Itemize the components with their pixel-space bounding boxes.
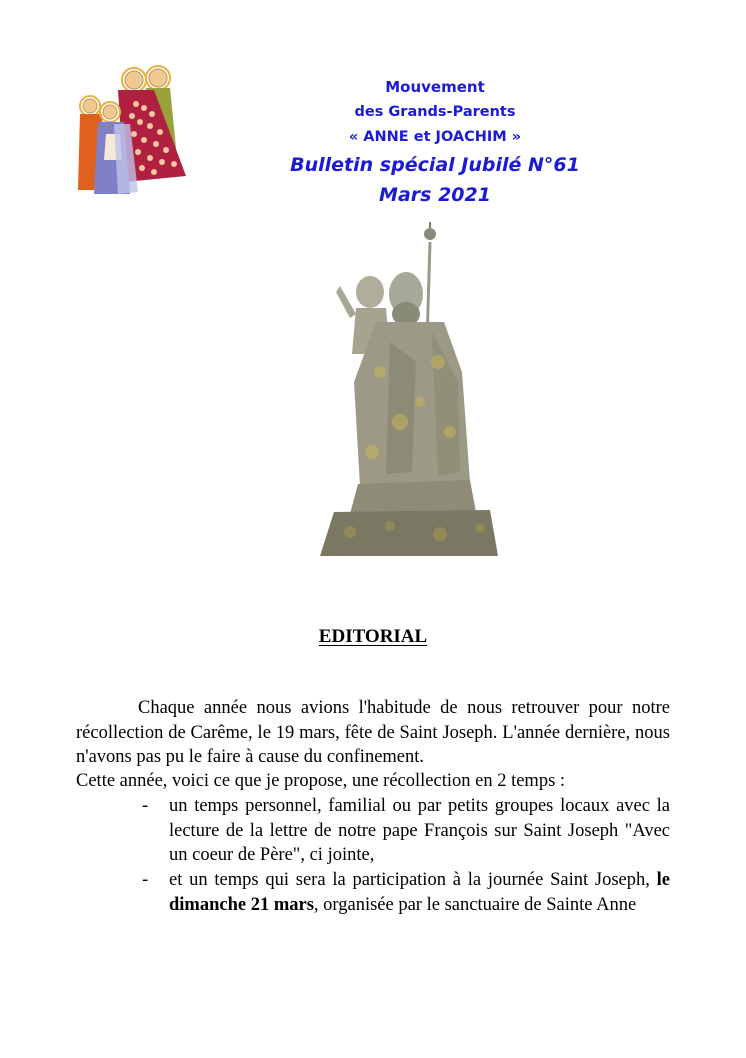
- editorial-paragraph-2: Cette année, voici ce que je propose, une récollection en 2 temps :: [76, 771, 566, 791]
- list-bullet: -: [142, 870, 149, 890]
- statue-photo: [320, 222, 498, 556]
- list-bullet: -: [142, 796, 149, 816]
- header-date: Mars 2021: [379, 184, 491, 206]
- logo-illustration: [74, 64, 196, 200]
- list-item-text: [169, 868, 670, 917]
- list-item-text-end: , organisée par le sanctuaire de Sainte Anne: [313, 894, 637, 915]
- header-movement: Mouvement: [385, 78, 485, 96]
- list-item-text-start: et un temps qui sera la participation à la journée Saint Joseph,: [169, 870, 657, 890]
- editorial-title: EDITORIAL: [318, 626, 428, 647]
- header-bulletin-title: Bulletin spécial Jubilé N°61: [290, 154, 580, 176]
- header-grandparents: des Grands-Parents: [354, 104, 516, 120]
- editorial-paragraph-1: Chaque année nous avions l'habitude de nous retrouver pour notre récollection de Carême, le 19 mars, fête de Saint Joseph. L'année dernière, nous n'avons pas pu le faire à cause du confinement.: [76, 698, 670, 767]
- header-anne-joachim: « ANNE et JOACHIM »: [348, 129, 522, 145]
- list-item-text: un temps personnel, familial ou par petits groupes locaux avec la lecture de la lettre de notre pape François sur Saint Joseph "Avec un coeur de Père", ci jointe,: [169, 796, 670, 865]
- list-item-date-bold: le dimanche 21 mars: [169, 870, 670, 915]
